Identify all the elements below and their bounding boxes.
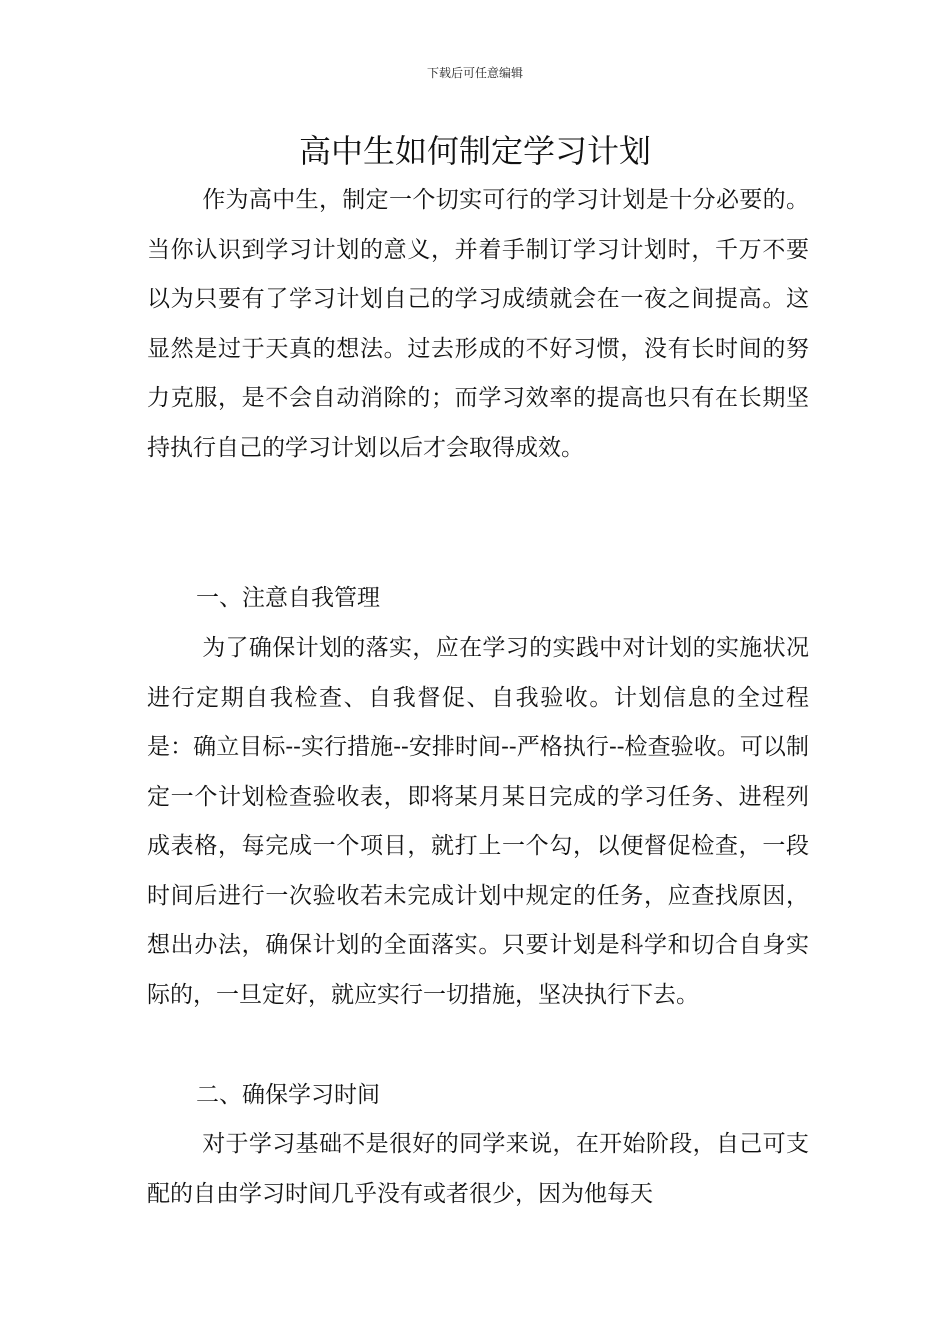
- intro-paragraph: 作为高中生，制定一个切实可行的学习计划是十分必要的。当你认识到学习计划的意义，并着手制订学习计划时，千万不要以为只要有了学习计划自己的学习成绩就会在一夜之间提高。这显然是过于天真的想法。过去形成的不好习惯，没有长时间的努力克服，是不会自动消除的；而学习效率的提高也只有在长期坚持执行自己的学习计划以后才会取得成效。: [147, 187, 809, 461]
- section-heading-2: 二、确保学习时间: [196, 1082, 380, 1108]
- section-heading-1: 一、注意自我管理: [196, 585, 380, 611]
- header-note: 下载后可任意编辑: [426, 66, 523, 80]
- document-title: 高中生如何制定学习计划: [298, 132, 651, 170]
- section-body-1: 为了确保计划的落实，应在学习的实践中对计划的实施状况进行定期自我检查、自我督促、自我验收。计划信息的全过程是：确立目标--实行措施--安排时间--严格执行--检查验收。可以制定一个计划检查验收表，即将某月某日完成的学习任务、进程列成表格，每完成一个项目，就打上一个勾，以便督促检查，一段时间后进行一次验收若未完成计划中规定的任务，应查找原因，想出办法，确保计划的全面落实。只要计划是科学和切合自身实际的，一旦定好，就应实行一切措施，坚决执行下去。: [147, 635, 809, 1008]
- section-body-2: 对于学习基础不是很好的同学来说，在开始阶段，自己可支配的自由学习时间几乎没有或者很少，因为他每天: [147, 1131, 809, 1207]
